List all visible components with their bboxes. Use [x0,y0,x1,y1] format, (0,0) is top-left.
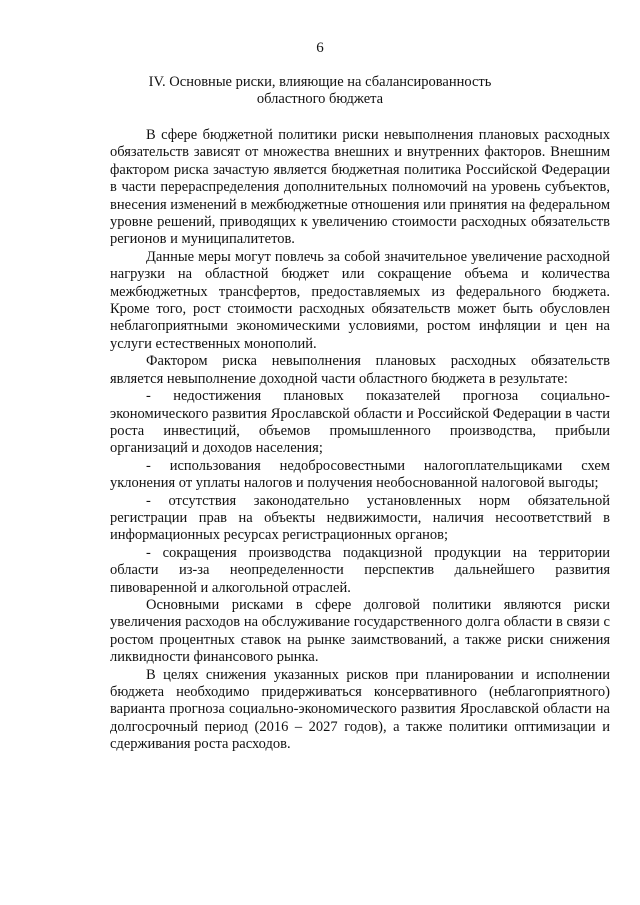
paragraph-measures-consequences: Данные меры могут повлечь за собой значительное увеличение расходной нагрузки на областной бюджет или сокращение объема и количества межбюджетных трансфертов, предоставляемых из федерального бюджета. Кроме того, рост стоимости расходных обязательств может быть обусловлен неблагоприятными экономическими условиями, ростом инфляции и цен на услуги естественных монополий. [110,248,610,352]
list-item-forecast-targets: - недостижения плановых показателей прогноза социально-экономического развития Ярославской области и Российской Федерации в части роста инвестиций, объемов промышленного производства, прибыли организаций и доходов населения; [110,388,610,457]
paragraph-debt-policy-risks: Основными рисками в сфере долговой политики являются риски увеличения расходов на обслуживание государственного долга области в связи с ростом процентных ставок на рынке заимствований, а также риски снижения ликвидности финансового рынка. [110,596,610,666]
section-heading [100,74,540,108]
list-item-tax-evasion: - использования недобросовестными налогоплательщиками схем уклонения от уплаты налогов и получения необоснованной налоговой выгоды; [110,457,610,492]
paragraph-revenue-risk-factor: Фактором риска невыполнения плановых расходных обязательств является невыполнение доходной части областного бюджета в результате: [110,353,610,387]
list-item-excise-production: - сокращения производства подакцизной продукции на территории области из-за неопределенности перспектив дальнейшего развития пивоваренной и алкогольной отраслей. [110,544,610,596]
document-body [110,127,610,754]
section-heading-line-2: областного бюджета [256,91,384,107]
section-heading-line-1: IV. Основные риски, влияющие на сбалансированность [148,74,492,90]
paragraph-budget-policy-risks: В сфере бюджетной политики риски невыполнения плановых расходных обязательств зависят от множества внешних и внутренних факторов. Внешним фактором риска зачастую является бюджетная политика Российской Федерации в части перераспределения дополнительных полномочий на уровень субъектов, внесения изменений в межбюджетные отношения или принятия на федеральном уровне решений, приводящих к увеличению стоимости расходных обязательств регионов и муниципалитетов. [110,127,610,248]
paragraph-risk-mitigation: В целях снижения указанных рисков при планировании и исполнении бюджета необходимо придерживаться консервативного (неблагоприятного) варианта прогноза социально-экономического развития Ярославской области на долгосрочный период (2016 – 2027 годов), а также политики оптимизации и сдерживания роста расходов. [110,666,610,753]
list-item-property-registration: - отсутствия законодательно установленных норм обязательной регистрации прав на объекты недвижимости, наличия несоответствий в информационных ресурсах регистрационных органов; [110,492,610,544]
page-number: 6 [316,40,324,56]
